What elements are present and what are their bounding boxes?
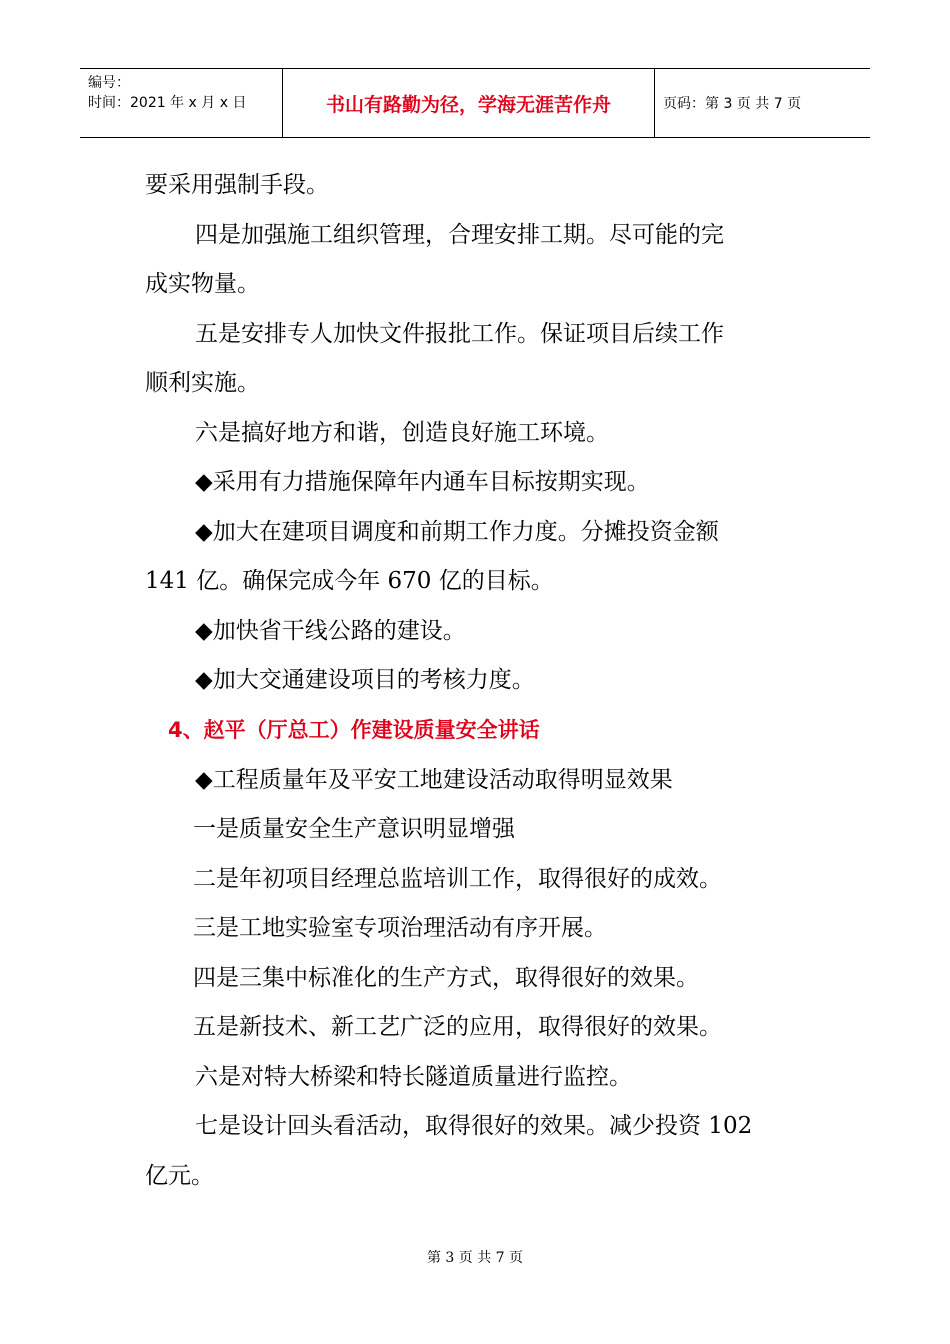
- body-line: 141 亿。确保完成今年 670 亿的目标。: [145, 568, 554, 594]
- body-line: 顺利实施。: [145, 370, 260, 396]
- bullet-item: ◆加快省干线公路的建设。: [195, 618, 466, 644]
- bullet-item: ◆加大在建项目调度和前期工作力度。分摊投资金额: [195, 519, 719, 545]
- bullet-item: ◆加大交通建设项目的考核力度。: [195, 667, 535, 693]
- bullet-item: ◆工程质量年及平安工地建设活动取得明显效果: [195, 767, 673, 793]
- body-line: 六是搞好地方和谐，创造良好施工环境。: [195, 420, 609, 446]
- page-footer: 第 3 页 共 7 页: [426, 1250, 524, 1266]
- page-header: [80, 68, 870, 138]
- body-line: 三是工地实验室专项治理活动有序开展。: [193, 915, 607, 941]
- body-line: 成实物量。: [145, 271, 260, 297]
- body-line: 四是三集中标准化的生产方式，取得很好的效果。: [193, 965, 699, 991]
- body-line: 一是质量安全生产意识明显增强: [193, 816, 515, 842]
- section-heading: 4、赵平（厅总工）作建设质量安全讲话: [168, 718, 540, 742]
- header-motto: 书山有路勤为径，学海无涯苦作舟: [283, 69, 655, 137]
- body-line: 五是安排专人加快文件报批工作。保证项目后续工作: [195, 321, 724, 347]
- header-page-info: 页码：第 3 页 共 7 页: [663, 96, 802, 112]
- body-line: 二是年初项目经理总监培训工作，取得很好的成效。: [193, 866, 722, 892]
- header-meta: [80, 69, 283, 137]
- doc-time-label: 时间：2021 年 x 月 x 日: [88, 95, 247, 111]
- body-line: 四是加强施工组织管理，合理安排工期。尽可能的完: [195, 222, 724, 248]
- doc-number-label: 编号：: [88, 75, 130, 91]
- body-line: 要采用强制手段。: [145, 172, 329, 198]
- bullet-item: ◆采用有力措施保障年内通车目标按期实现。: [195, 469, 650, 495]
- body-line: 五是新技术、新工艺广泛的应用，取得很好的效果。: [193, 1014, 722, 1040]
- body-line: 六是对特大桥梁和特长隧道质量进行监控。: [195, 1064, 632, 1090]
- body-line: 亿元。: [145, 1163, 214, 1189]
- body-line: 七是设计回头看活动，取得很好的效果。减少投资 102: [195, 1113, 753, 1139]
